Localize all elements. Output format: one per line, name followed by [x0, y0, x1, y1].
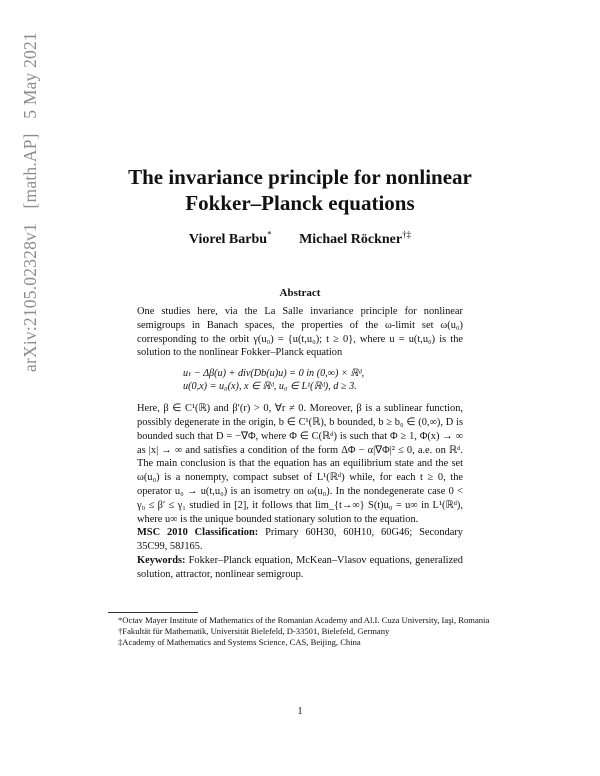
author-list	[150, 229, 450, 248]
author-1-mark: *	[267, 229, 272, 239]
equation-line-1: uₜ − Δβ(u) + div(Db(u)u) = 0 in (0,∞) × ℝᵈ,	[183, 368, 365, 380]
footnotes	[108, 615, 494, 648]
paper-title	[60, 164, 540, 216]
author-1-name: Viorel Barbu	[188, 231, 268, 247]
footnote-1: *Octav Mayer Institute of Mathematics of the Romanian Academy and Al.I. Cuza University, Iaşi, Romania	[118, 615, 490, 625]
arxiv-date: 5 May 2021	[20, 32, 40, 119]
author-2-mark: †‡	[402, 229, 412, 239]
keywords-label: Keywords:	[137, 554, 186, 566]
msc-text: Primary 60H30, 60H10, 60G46; Secondary 35C99, 58J165.	[137, 527, 463, 553]
msc-label: MSC 2010 Classification:	[137, 527, 259, 539]
author-2	[299, 229, 412, 247]
title-line-2: Fokker–Planck equations	[185, 191, 415, 215]
arxiv-id: arXiv:2105.02328v1	[20, 223, 40, 372]
title-line-1: The invariance principle for nonlinear	[128, 165, 472, 189]
footnote-3: ‡Academy of Mathematics and Systems Science, CAS, Beijing, China	[118, 637, 361, 647]
abstract-paragraph-1: One studies here, via the La Salle invariance principle for nonlinear semigroups in Banach spaces, the properties of the ω-limit set ω(u₀) corresponding to the orbit γ(u₀) = {u(t,u₀); t ≥ 0}, where u = u(t,u₀) is the solution to the nonlinear Fokker–Planck equation	[137, 306, 463, 359]
author-2-name: Michael Röckner	[299, 231, 403, 247]
abstract-body	[137, 305, 463, 582]
keywords-text: Fokker–Planck equation, McKean–Vlasov equations, generalized solution, attractor, nonlinear semigroup.	[137, 554, 463, 580]
abstract-paragraph-2: Here, β ∈ C¹(ℝ) and β′(r) > 0, ∀r ≠ 0. Moreover, β is a sublinear function, possibly degenerate in the origin, b ∈ C¹(ℝ), b bounded, b ≥ b₀ ∈ (0,∞), D is bounded such that D = −∇Φ, where Φ ∈ C(ℝᵈ) is such that Φ ≥ 1, Φ(x) → ∞ as |x| → ∞ and satisfies a condition of the form ΔΦ − α|∇Φ|² ≤ 0, a.e. on ℝᵈ. The main conclusion is that the equation has an equilibrium state and the set ω(u₀) is a nonempty, compact subset of L¹(ℝᵈ) while, for each t ≥ 0, the operator u₀ → u(t,u₀) is an isometry on ω(u₀). In the nondegenerate case 0 < γ₀ ≤ β′ ≤ γ₁ studied in [2], it follows that lim_{t→∞} S(t)u₀ = u∞ in L¹(ℝᵈ), where u∞ is the unique bounded stationary solution to the equation.	[137, 403, 463, 525]
msc-classification	[137, 526, 463, 554]
page-number: 1	[297, 706, 303, 717]
equation-line-2: u(0,x) = u₀(x), x ∈ ℝᵈ, u₀ ∈ L¹(ℝᵈ), d ≥ 3.	[183, 381, 357, 393]
arxiv-stamp	[20, 22, 41, 372]
arxiv-category: [math.AP]	[20, 133, 40, 209]
display-equation	[137, 367, 463, 393]
keywords	[137, 554, 463, 582]
abstract-heading: Abstract	[279, 287, 321, 299]
footnote-divider	[108, 612, 198, 613]
author-1	[188, 229, 272, 247]
footnote-2: †Fakultät für Mathematik, Universität Bielefeld, D-33501, Bielefeld, Germany	[118, 626, 390, 636]
